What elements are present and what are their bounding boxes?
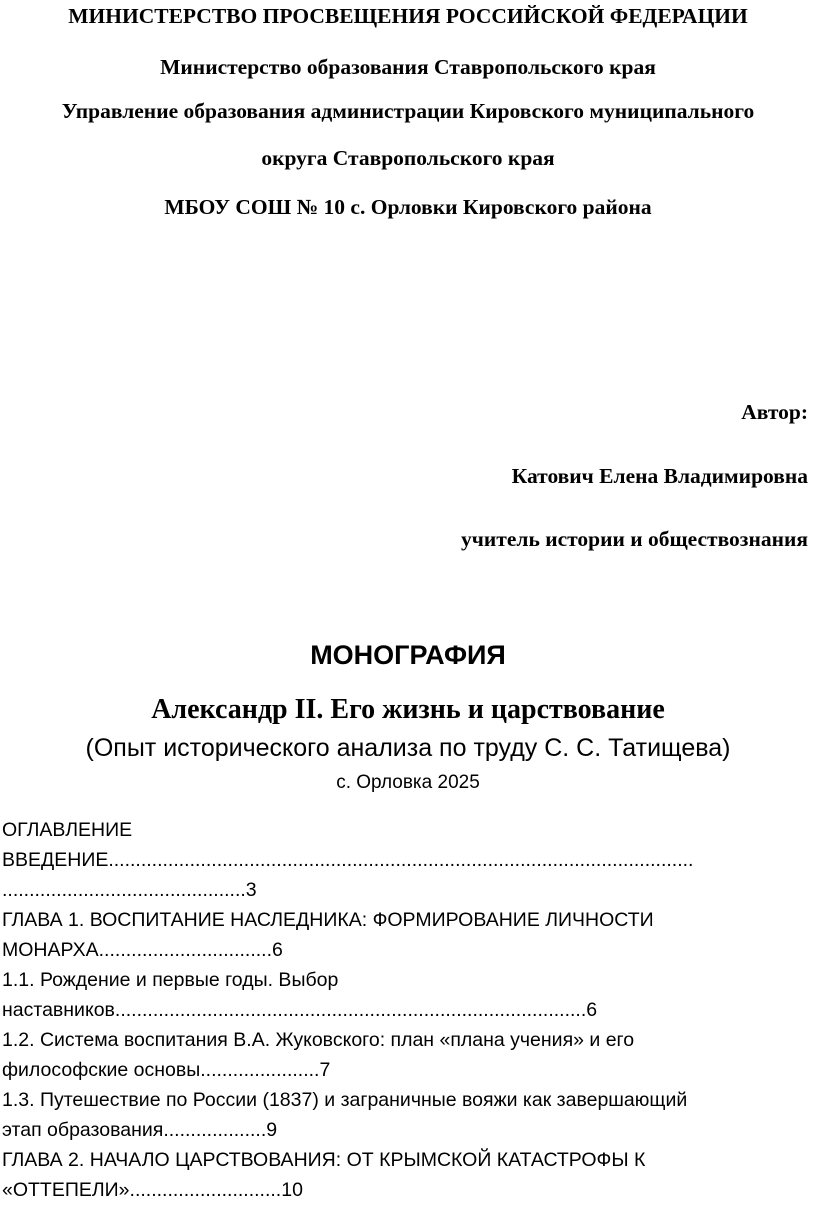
- toc-line: ГЛАВА 1. ВОСПИТАНИЕ НАСЛЕДНИКА: ФОРМИРОВАНИЕ ЛИЧНОСТИ: [2, 909, 654, 931]
- toc-line: ВВЕДЕНИЕ............................................................................................................: [2, 849, 694, 871]
- toc-line: философские основы......................7: [2, 1059, 331, 1081]
- school-name-heading: МБОУ СОШ № 10 с. Орловки Кировского района: [164, 195, 652, 219]
- ministry-federal-heading: МИНИСТЕРСТВО ПРОСВЕЩЕНИЯ РОССИЙСКОЙ ФЕДЕРАЦИИ: [68, 4, 748, 28]
- ministry-regional-heading: Министерство образования Ставропольского края: [160, 55, 656, 79]
- education-department-heading: Управление образования администрации Кировского муниципального: [61, 99, 755, 123]
- toc-line: ГЛАВА 2. НАЧАЛО ЦАРСТВОВАНИЯ: ОТ КРЫМСКОЙ КАТАСТРОФЫ К: [2, 1149, 646, 1171]
- author-name: Катович Елена Владимировна: [511, 464, 808, 488]
- toc-line: МОНАРХА................................6: [2, 939, 283, 961]
- toc-heading: ОГЛАВЛЕНИЕ: [2, 819, 133, 841]
- toc-line: 1.2. Система воспитания В.А. Жуковского: план «плана учения» и его: [2, 1029, 635, 1051]
- book-subtitle: (Опыт исторического анализа по труду С. С. Татищева): [85, 734, 731, 762]
- place-and-year: с. Орловка 2025: [336, 772, 480, 793]
- toc-line: «ОТТЕПЕЛИ»............................10: [2, 1179, 303, 1201]
- author-label: Автор:: [741, 400, 808, 424]
- education-department-heading-cont: округа Ставропольского края: [261, 146, 555, 170]
- book-title: Александр II. Его жизнь и царствование: [151, 694, 665, 725]
- toc-line: 1.3. Путешествие по России (1837) и заграничные вояжи как завершающий: [2, 1089, 688, 1111]
- toc-line: 1.1. Рождение и первые годы. Выбор: [2, 969, 339, 991]
- author-position: учитель истории и обществознания: [461, 527, 808, 551]
- toc-line: .............................................3: [2, 879, 257, 901]
- table-of-contents: [2, 815, 814, 1205]
- toc-line: этап образования...................9: [2, 1119, 278, 1141]
- genre-title: МОНОГРАФИЯ: [310, 640, 506, 670]
- toc-line: наставников.......................................................................................6: [2, 999, 598, 1021]
